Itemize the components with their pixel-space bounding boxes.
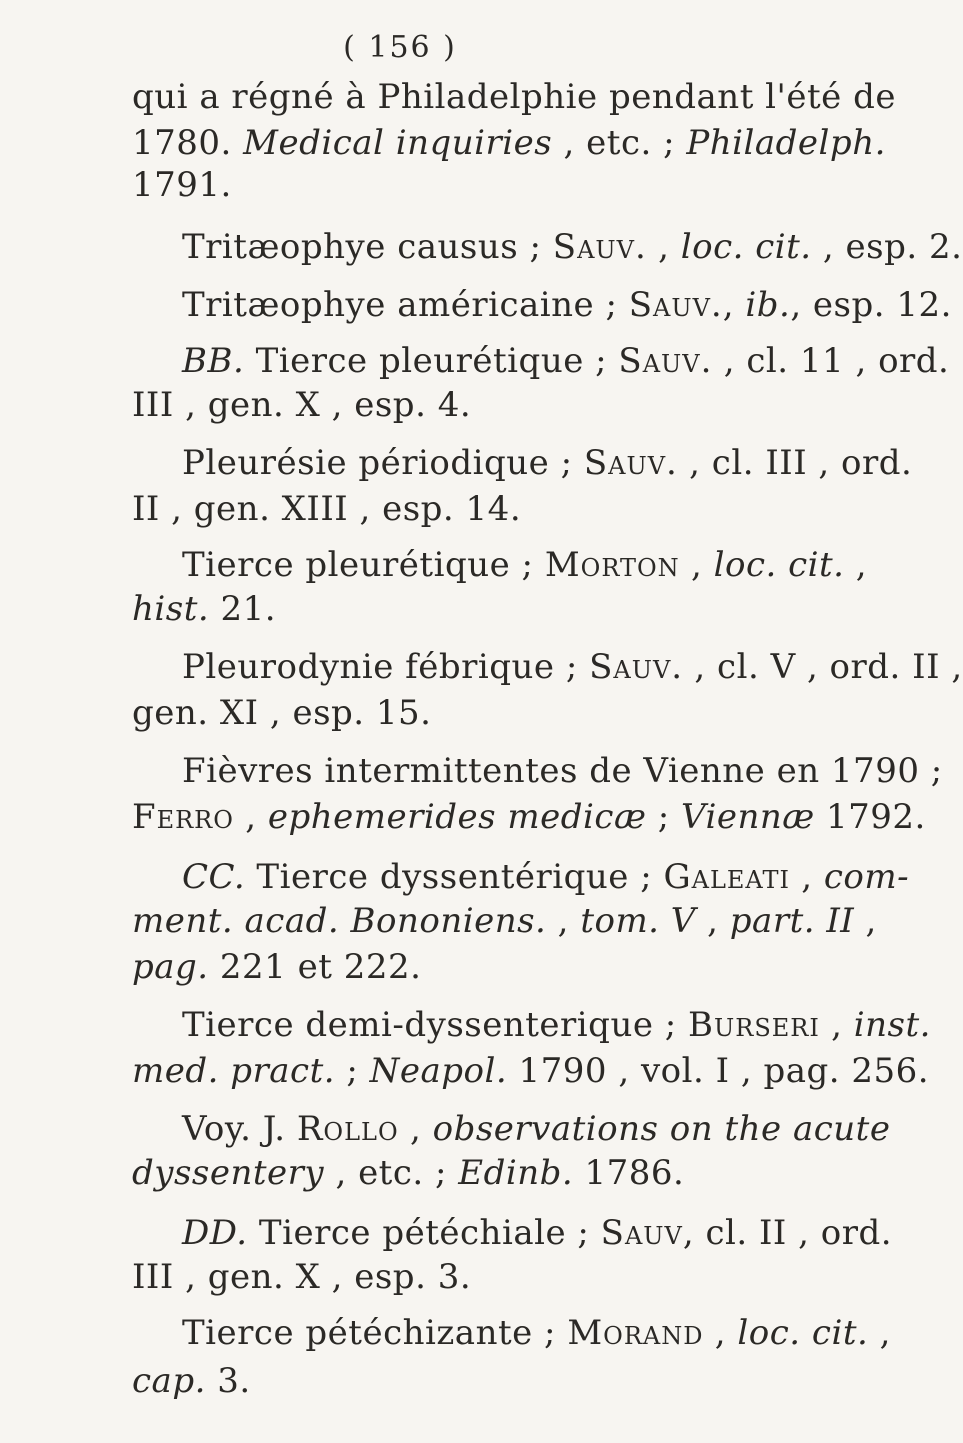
text-line (182, 1212, 892, 1254)
text-line (132, 588, 276, 630)
text-span: , (722, 285, 746, 325)
italic-text-span: Edinb. (458, 1153, 574, 1193)
smallcaps-text-span: Rollo (296, 1109, 399, 1149)
italic-text-span: med. pract. (132, 1051, 336, 1091)
text-span: Tierce pétéchiale ; (247, 1213, 601, 1253)
text-span: , (695, 901, 730, 941)
italic-text-span: Philadelph. (686, 123, 886, 163)
text-span: , cl. 11 , ord. (712, 341, 950, 381)
text-span: , (854, 901, 877, 941)
italic-text-span: com- (823, 857, 910, 897)
text-span: , (646, 227, 681, 267)
smallcaps-text-span: Sauv. (628, 285, 723, 325)
text-span: , esp. 12. (790, 285, 952, 325)
text-line (182, 646, 963, 688)
text-span: , esp. 2. (811, 227, 963, 267)
italic-text-span: pag. (132, 947, 209, 987)
text-span: , (233, 797, 268, 837)
text-line (132, 692, 431, 734)
italic-text-span: observations on the acute (432, 1109, 891, 1149)
italic-text-span: inst. (853, 1005, 931, 1045)
smallcaps-text-span: Galeati (663, 857, 790, 897)
text-span: , cl. V , ord. II , (683, 647, 963, 687)
text-line (132, 946, 421, 988)
text-line (182, 1312, 891, 1354)
text-span: 1792. (814, 797, 926, 837)
italic-text-span: ib. (745, 285, 791, 325)
italic-text-span: loc. cit. (680, 227, 812, 267)
text-line (132, 1360, 251, 1402)
italic-text-span: loc. cit. (713, 545, 845, 585)
text-line (182, 442, 912, 484)
text-span: 21. (209, 589, 277, 629)
italic-text-span: cap. (132, 1361, 206, 1401)
text-span: Tritæophye causus ; (182, 227, 553, 267)
text-line (132, 1256, 471, 1298)
text-line (132, 1050, 929, 1092)
smallcaps-text-span: Ferro (132, 797, 234, 837)
text-line (132, 122, 886, 164)
text-span: Pleurodynie fébrique ; (182, 647, 590, 687)
smallcaps-text-span: Sauv. (583, 443, 678, 483)
text-line (182, 750, 943, 792)
italic-text-span: tom. V (580, 901, 696, 941)
text-span: , etc. ; (552, 123, 687, 163)
page-number: ( 156 ) (343, 30, 457, 65)
text-span: , (398, 1109, 433, 1149)
text-span: , (789, 857, 824, 897)
text-span: 221 et 222. (208, 947, 422, 987)
smallcaps-text-span: Sauv. (552, 227, 647, 267)
text-line (182, 1004, 931, 1046)
italic-text-span: Viennæ (681, 797, 815, 837)
text-span: Pleurésie périodique ; (182, 443, 584, 483)
text-span: , (844, 545, 868, 585)
text-span: Tierce demi-dyssenterique ; (182, 1005, 689, 1045)
italic-text-span: ment. acad. Bononiens. (132, 901, 547, 941)
text-span: gen. XI , esp. 15. (132, 693, 432, 733)
text-line (132, 164, 232, 206)
italic-text-span: part. II (729, 901, 855, 941)
text-span: 1790 , vol. I , pag. 256. (507, 1051, 930, 1091)
text-span: , cl. III , ord. (677, 443, 913, 483)
text-span: III , gen. X , esp. 3. (132, 1257, 472, 1297)
text-span: qui a régné à Philadelphie pendant l'été de (132, 77, 896, 117)
text-span: 3. (205, 1361, 251, 1401)
text-span: , (819, 1005, 854, 1045)
text-line (182, 856, 909, 898)
text-span: , cl. II , ord. (682, 1213, 893, 1253)
text-span: , (546, 901, 581, 941)
text-line (132, 796, 926, 838)
italic-text-span: BB. (182, 341, 245, 381)
text-span: Tierce pleurétique ; (244, 341, 619, 381)
italic-text-span: loc. cit. (737, 1313, 869, 1353)
smallcaps-text-span: Sauv. (618, 341, 713, 381)
smallcaps-text-span: Morton (544, 545, 680, 585)
text-span: Fièvres intermittentes de Vienne en 1790 ; (182, 751, 943, 791)
text-span: ; (335, 1051, 370, 1091)
text-span: 1780. (132, 123, 244, 163)
text-line (132, 384, 471, 426)
text-span: ; (646, 797, 681, 837)
text-span: , (679, 545, 714, 585)
text-span: Tritæophye américaine ; (182, 285, 629, 325)
text-line (182, 340, 949, 382)
text-span: III , gen. X , esp. 4. (132, 385, 472, 425)
italic-text-span: ephemerides medicæ (267, 797, 647, 837)
text-span: , (703, 1313, 738, 1353)
italic-text-span: Medical inquiries (243, 123, 553, 163)
text-span: Tierce dyssentérique ; (245, 857, 664, 897)
text-span: Tierce pétéchizante ; (182, 1313, 568, 1353)
text-line (132, 1152, 684, 1194)
text-line (132, 488, 521, 530)
text-span: Tierce pleurétique ; (182, 545, 545, 585)
text-line (132, 76, 896, 118)
text-line (182, 544, 867, 586)
smallcaps-text-span: Burseri (688, 1005, 820, 1045)
italic-text-span: dyssentery (132, 1153, 325, 1193)
smallcaps-text-span: Sauv. (589, 647, 684, 687)
text-line (182, 1108, 890, 1150)
smallcaps-text-span: Sauv (600, 1213, 683, 1253)
italic-text-span: hist. (132, 589, 210, 629)
text-span: 1786. (573, 1153, 685, 1193)
text-span: Voy. J. (182, 1109, 297, 1149)
text-line (182, 226, 962, 268)
italic-text-span: CC. (182, 857, 246, 897)
text-span: II , gen. XIII , esp. 14. (132, 489, 522, 529)
text-span: 1791. (132, 165, 232, 205)
text-span: , etc. ; (324, 1153, 459, 1193)
smallcaps-text-span: Morand (567, 1313, 704, 1353)
text-line (132, 900, 877, 942)
italic-text-span: Neapol. (369, 1051, 508, 1091)
italic-text-span: DD. (182, 1213, 248, 1253)
text-line (182, 284, 952, 326)
text-span: , (868, 1313, 891, 1353)
